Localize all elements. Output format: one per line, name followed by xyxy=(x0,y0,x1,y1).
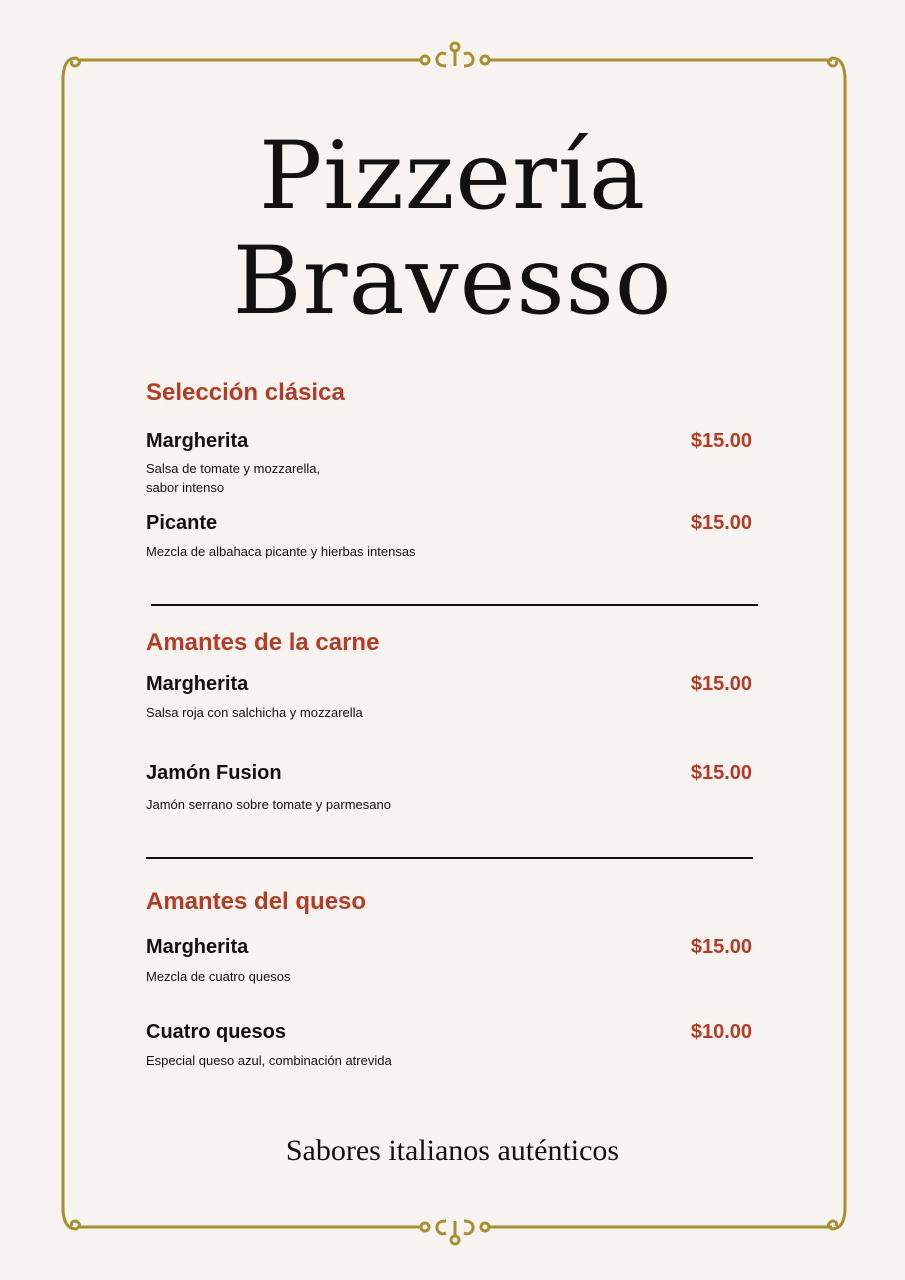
item-description: Jamón serrano sobre tomate y parmesano xyxy=(146,797,391,812)
item-price: $10.00 xyxy=(690,1021,752,1043)
bottom-ornament-icon xyxy=(421,1221,489,1244)
section-heading: Amantes del queso xyxy=(146,888,367,915)
section-heading: Amantes de la carne xyxy=(146,629,380,656)
item-name: Jamón Fusion xyxy=(146,762,282,784)
item-name: Margherita xyxy=(146,673,249,695)
item-price: $15.00 xyxy=(690,762,752,784)
item-price: $15.00 xyxy=(690,512,752,534)
item-description: Salsa roja con salchicha y mozzarella xyxy=(146,705,363,720)
top-ornament-icon xyxy=(421,43,489,66)
item-price: $15.00 xyxy=(690,673,752,695)
item-description: Salsa de tomate y mozzarella, sabor intenso xyxy=(146,461,321,495)
footer-tagline: Sabores italianos auténticos xyxy=(285,1134,620,1167)
divider xyxy=(146,857,753,859)
item-name: Margherita xyxy=(146,430,249,452)
title-line-2: Bravesso xyxy=(232,227,673,336)
item-description: Especial queso azul, combinación atrevida xyxy=(146,1053,392,1068)
item-price: $15.00 xyxy=(690,430,752,452)
item-price: $15.00 xyxy=(690,936,752,958)
item-description: Mezcla de cuatro quesos xyxy=(146,969,291,984)
divider xyxy=(151,604,758,606)
section-heading: Selección clásica xyxy=(146,379,345,406)
item-name: Margherita xyxy=(146,936,249,958)
title-line-1: Pizzería xyxy=(258,122,647,231)
item-description: Mezcla de albahaca picante y hierbas intensas xyxy=(146,544,416,559)
item-name: Cuatro quesos xyxy=(146,1021,287,1043)
item-name: Picante xyxy=(146,512,218,534)
